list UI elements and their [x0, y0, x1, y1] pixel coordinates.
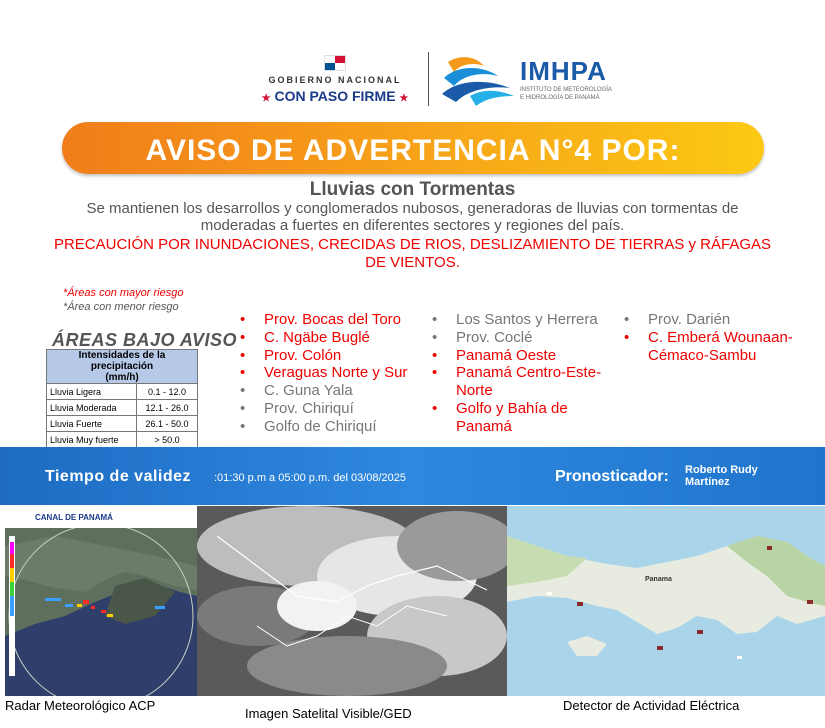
areas-column-3 [624, 311, 819, 364]
list-item: • Prov. Colón [240, 346, 342, 364]
forecaster-label: Pronosticador: [555, 468, 669, 485]
warning-title: AVISO DE ADVERTENCIA N°4 POR: [145, 134, 681, 167]
list-item: • Golfo y Bahía de Panamá [432, 399, 568, 435]
list-item: • Los Santos y Herrera [432, 311, 598, 328]
areas-column-2 [432, 311, 622, 436]
intensity-header: Intensidades de la precipitación (mm/h) [47, 350, 198, 384]
table-row: Lluvia Ligera 0.1 - 12.0 [47, 384, 198, 400]
validity-value: :01:30 p.m a 05:00 p.m. del 03/08/2025 [214, 472, 407, 484]
table-row: Lluvia Fuerte 26.1 - 50.0 [47, 416, 198, 432]
list-item: • Panamá Centro-Este-Norte [432, 364, 602, 400]
list-item: • Veraguas Norte y Sur [240, 364, 408, 382]
legend-low-risk: *Área con menor riesgo [63, 301, 179, 313]
list-item: • C. Guna Yala [240, 382, 353, 400]
intensity-table [46, 349, 198, 448]
imhpa-wave-icon [440, 52, 516, 108]
validity-label: Tiempo de validez [45, 468, 192, 485]
lightning-map-label: Panama [645, 576, 672, 583]
list-item: • Prov. Darién [624, 311, 731, 328]
logo-divider [428, 52, 429, 106]
imhpa-name: IMHPA [520, 56, 607, 86]
list-item: • C. Ngäbe Buglé [240, 328, 370, 346]
satellite-image [197, 506, 507, 696]
radar-logo: CANAL DE PANAMÁ [35, 513, 113, 522]
list-item: • Prov. Chiriquí [240, 399, 354, 417]
warning-subtitle: Lluvias con Tormentas [309, 179, 516, 200]
lightning-caption: Detector de Actividad Eléctrica [563, 698, 740, 713]
imhpa-subtitle: INSTITUTO DE METEOROLOGÍA E HIDROLOGÍA DE PANAMÁ [520, 87, 612, 101]
panama-flag-icon [324, 55, 346, 71]
table-row: Lluvia Moderada 12.1 - 26.0 [47, 400, 198, 416]
list-item: • C. Emberá Wounaan-Cémaco-Sambu [624, 328, 793, 364]
legend-high-risk: *Áreas con mayor riesgo [63, 287, 184, 299]
list-item: • Panamá Oeste [432, 346, 557, 364]
table-row: Lluvia Muy fuerte > 50.0 [47, 432, 198, 448]
warning-description: Se mantienen los desarrollos y conglomerados nubosos, generadoras de lluvias con tormentas de moderadas a fuertes en diferentes sectores y regiones del país. [86, 200, 739, 234]
areas-title: ÁREAS BAJO AVISO [52, 330, 238, 350]
gobierno-logo [250, 55, 420, 104]
list-item: • Prov. Bocas del Toro [240, 311, 402, 328]
gov-line2: ★ CON PASO FIRME ★ [261, 88, 409, 104]
areas-column-1 [240, 311, 430, 436]
gov-line1: GOBIERNO NACIONAL [268, 75, 402, 85]
radar-caption: Radar Meteorológico ACP [5, 698, 156, 713]
precaution-text: PRECAUCIÓN POR INUNDACIONES, CRECIDAS DE RIOS, DESLIZAMIENTO DE TIERRAS y RÁFAGAS DE VIENTOS. [53, 236, 772, 271]
list-item: • Prov. Coclé [432, 328, 533, 346]
lightning-detector-image [507, 506, 825, 696]
forecaster-name: Roberto Rudy Martínez [685, 464, 758, 488]
satellite-caption: Imagen Satelital Visible/GED [245, 706, 412, 721]
radar-image [5, 506, 197, 696]
list-item: • Golfo de Chiriquí [240, 417, 377, 435]
